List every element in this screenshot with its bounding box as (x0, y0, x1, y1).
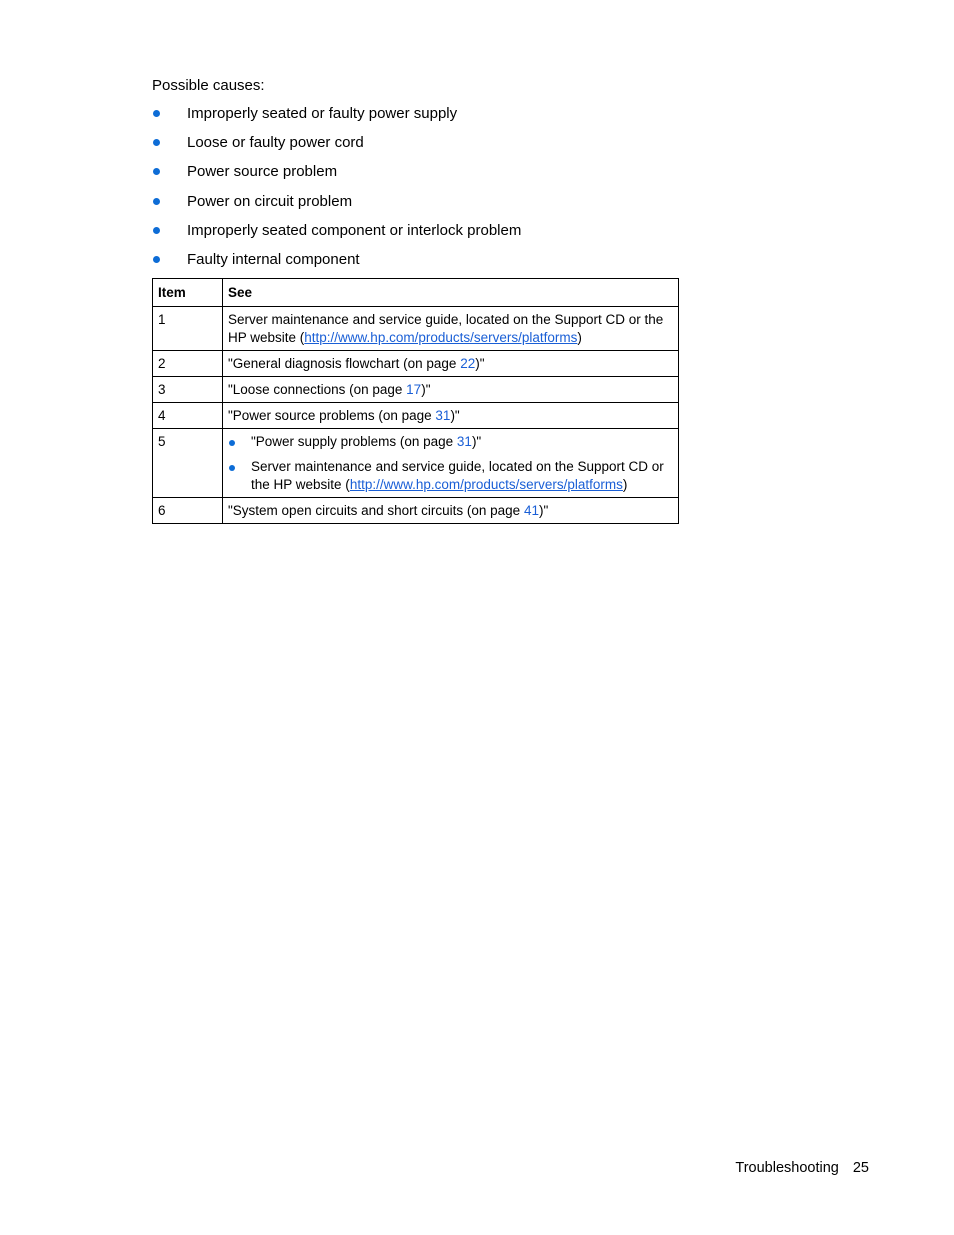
column-header-see: See (223, 279, 679, 307)
table-row (153, 351, 679, 377)
see-cell: Server maintenance and service guide, located on the Support CD or the HP website (http://www.hp.com/products/servers/platforms) (223, 307, 679, 351)
hp-website-link[interactable]: http://www.hp.com/products/servers/platforms (349, 477, 623, 492)
page-link[interactable]: 31 (435, 408, 451, 423)
bullet-icon (229, 465, 235, 471)
table-row (153, 307, 679, 351)
page-link[interactable]: 17 (406, 382, 422, 397)
see-cell: "System open circuits and short circuits (on page 41)" (223, 498, 679, 524)
page-link[interactable]: 41 (523, 503, 539, 518)
table-row (153, 429, 679, 498)
column-header-item: Item (153, 279, 223, 307)
page-footer (735, 1158, 869, 1178)
item-number: 5 (153, 429, 223, 498)
table-row (153, 377, 679, 403)
bullet-icon (229, 440, 235, 446)
bullet-icon (153, 168, 160, 175)
page-link[interactable]: 31 (456, 434, 472, 449)
table-row (153, 403, 679, 429)
list-item: "Power supply problems (on page 31)" (228, 433, 673, 451)
see-cell (223, 429, 679, 498)
intro-text: Possible causes: (152, 77, 265, 94)
bullet-icon (153, 110, 160, 117)
list-item: Power source problem (152, 162, 521, 191)
list-item: Improperly seated component or interlock problem (152, 221, 521, 250)
table-header-row (153, 279, 679, 307)
list-item: Power on circuit problem (152, 192, 521, 221)
list-item: Server maintenance and service guide, located on the Support CD or the HP website (http://www.hp.com/products/servers/platforms) (228, 458, 673, 494)
footer-section-title: Troubleshooting (735, 1160, 839, 1176)
item-number: 6 (153, 498, 223, 524)
list-item: Improperly seated or faulty power supply (152, 104, 521, 133)
see-cell: "Loose connections (on page 17)" (223, 377, 679, 403)
page-link[interactable]: 22 (460, 356, 476, 371)
bullet-icon (153, 227, 160, 234)
table-row (153, 498, 679, 524)
item-number: 2 (153, 351, 223, 377)
bullet-icon (153, 256, 160, 263)
hp-website-link[interactable]: http://www.hp.com/products/servers/platforms (304, 330, 578, 345)
list-item: Loose or faulty power cord (152, 133, 521, 162)
item-number: 3 (153, 377, 223, 403)
item-number: 4 (153, 403, 223, 429)
page-number: 25 (852, 1160, 869, 1176)
bullet-icon (153, 139, 160, 146)
see-cell: "Power source problems (on page 31)" (223, 403, 679, 429)
list-item: Faulty internal component (152, 250, 521, 279)
see-cell: "General diagnosis flowchart (on page 22)" (223, 351, 679, 377)
item-number: 1 (153, 307, 223, 351)
possible-causes-list (152, 104, 521, 279)
see-bullet-list (228, 433, 673, 494)
bullet-icon (153, 198, 160, 205)
reference-table (152, 278, 679, 524)
